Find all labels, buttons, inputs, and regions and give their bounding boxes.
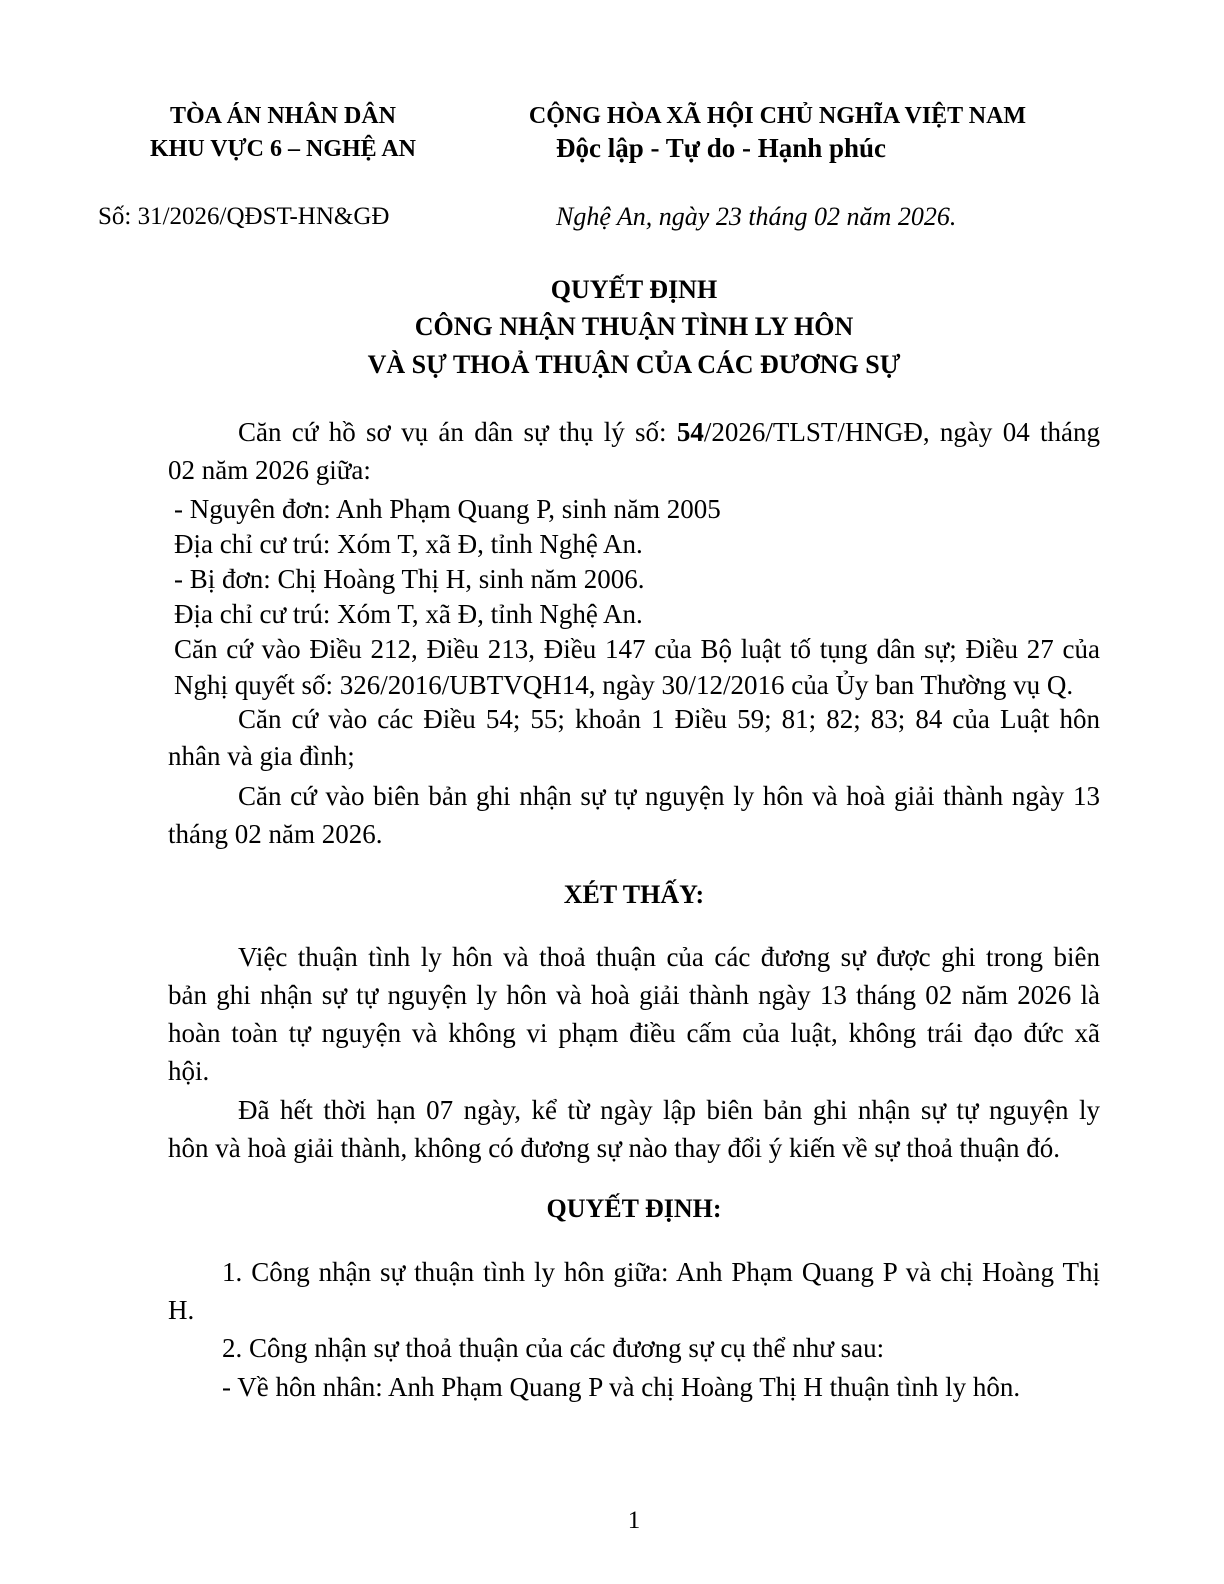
decision-subtitle-2: VÀ SỰ THOẢ THUẬN CỦA CÁC ĐƯƠNG SỰ: [367, 350, 901, 379]
legal-basis-1-cont: Nghị quyết số: 326/2016/UBTVQH14, ngày 30/12/2016 của Ủy ban Thường vụ Q.: [174, 670, 1074, 700]
court-region: KHU VỰC 6 – NGHỆ AN: [149, 136, 416, 162]
document-number: Số: 31/2026/QĐST-HN&GĐ: [98, 203, 390, 230]
findings-p2-line2: hôn và hoà giải thành, không có đương sự nào thay đổi ý kiến về sự thoả thuận đó.: [168, 1133, 1061, 1163]
plaintiff: - Nguyên đơn: Anh Phạm Quang P, sinh năm 2005: [174, 494, 721, 524]
case-number: 54: [676, 417, 704, 447]
minutes-basis-cont: tháng 02 năm 2026.: [168, 819, 383, 849]
decision-heading: QUYẾT ĐỊNH:: [546, 1194, 722, 1223]
findings-p1-line2: bản ghi nhận sự tự nguyện ly hôn và hoà giải thành ngày 13 tháng 02 năm 2026 là: [168, 980, 1100, 1010]
findings-p1-line1: Việc thuận tình ly hôn và thoả thuận của các đương sự được ghi trong biên: [238, 942, 1100, 972]
plaintiff-address: Địa chỉ cư trú: Xóm T, xã Đ, tỉnh Nghệ An.: [174, 529, 643, 559]
basis-case-line: Căn cứ hồ sơ vụ án dân sự thụ lý số: 54/2026/TLST/HNGĐ, ngày 04 tháng: [238, 417, 1100, 447]
decision-item-2: 2. Công nhận sự thoả thuận của các đương sự cụ thể như sau:: [222, 1333, 885, 1363]
legal-basis-2: Căn cứ vào các Điều 54; 55; khoản 1 Điều 59; 81; 82; 83; 84 của Luật hôn: [238, 704, 1100, 734]
legal-basis-2-cont: nhân và gia đình;: [168, 741, 355, 771]
minutes-basis: Căn cứ vào biên bản ghi nhận sự tự nguyện ly hôn và hoà giải thành ngày 13: [238, 781, 1100, 811]
findings-p1-line4: hội.: [168, 1056, 210, 1086]
decision-subtitle-1: CÔNG NHẬN THUẬN TÌNH LY HÔN: [414, 312, 854, 341]
decision-item-1-cont: H.: [168, 1295, 195, 1325]
page-number: 1: [627, 1507, 641, 1534]
findings-p1-line3: hoàn toàn tự nguyện và không vi phạm điều cấm của luật, không trái đạo đức xã: [168, 1018, 1100, 1048]
place-and-date: Nghệ An, ngày 23 tháng 02 năm 2026.: [556, 202, 957, 231]
findings-p2-line1: Đã hết thời hạn 07 ngày, kể từ ngày lập biên bản ghi nhận sự tự nguyện ly: [238, 1095, 1100, 1125]
decision-title: QUYẾT ĐỊNH: [550, 275, 718, 304]
court-name: TÒA ÁN NHÂN DÂN: [169, 103, 396, 129]
nation-motto: Độc lập - Tự do - Hạnh phúc: [556, 133, 887, 163]
defendant-address: Địa chỉ cư trú: Xóm T, xã Đ, tỉnh Nghệ An.: [174, 599, 643, 629]
findings-heading: XÉT THẤY:: [563, 880, 705, 909]
defendant: - Bị đơn: Chị Hoàng Thị H, sinh năm 2006.: [174, 564, 645, 594]
marriage-clause: - Về hôn nhân: Anh Phạm Quang P và chị Hoàng Thị H thuận tình ly hôn.: [222, 1372, 1021, 1402]
legal-basis-1: Căn cứ vào Điều 212, Điều 213, Điều 147 của Bộ luật tố tụng dân sự; Điều 27 của: [174, 634, 1100, 664]
nation-title: CỘNG HÒA XÃ HỘI CHỦ NGHĨA VIỆT NAM: [528, 103, 1027, 129]
basis-case-line-2: 02 năm 2026 giữa:: [168, 455, 371, 485]
decision-item-1: 1. Công nhận sự thuận tình ly hôn giữa: Anh Phạm Quang P và chị Hoàng Thị: [222, 1257, 1100, 1287]
